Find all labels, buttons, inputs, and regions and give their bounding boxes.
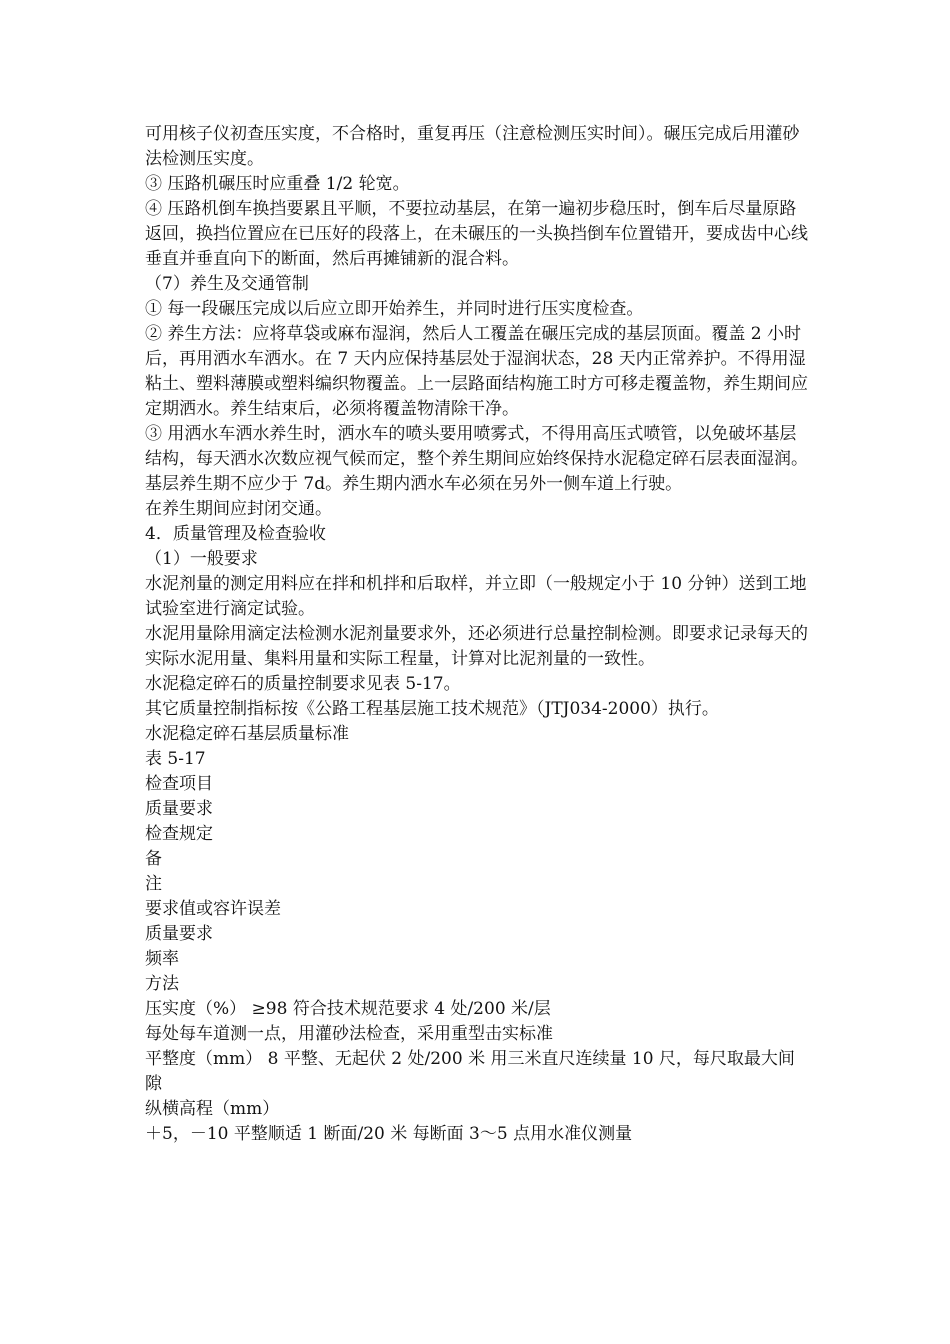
table-header-cell: 质量要求 xyxy=(145,924,213,944)
paragraph: 其它质量控制指标按《公路工程基层施工技术规范》（JTJ034-2000）执行。 xyxy=(145,699,719,719)
paragraph: ④ 压路机倒车换挡要累且平顺，不要拉动基层，在第一遍初步稳压时，倒车后尽量原路返回，换挡位置应在已压好的段落上，在未碾压的一头换挡倒车位置错开，要成齿中心线垂直并垂直向下的断面，然后再摊铺新的混合料。 xyxy=(145,199,808,269)
table-title: 水泥稳定碎石基层质量标准 xyxy=(145,724,349,744)
table-header-cell: 检查项目 xyxy=(145,774,213,794)
paragraph: 水泥稳定碎石的质量控制要求见表 5-17。 xyxy=(145,674,461,694)
table-row: ＋5，－10 平整顺适 1 断面/20 米 每断面 3～5 点用水准仪测量 xyxy=(145,1124,633,1144)
paragraph: ③ 压路机碾压时应重叠 1/2 轮宽。 xyxy=(145,174,410,194)
table-row: 平整度（mm） 8 平整、无起伏 2 处/200 米 用三米直尺连续量 10 尺，每尺取最大间隙 xyxy=(145,1049,795,1094)
paragraph: ③ 用洒水车洒水养生时，洒水车的喷头要用喷雾式，不得用高压式喷管，以免破坏基层结构，每天洒水次数应视气候而定，整个养生期间应始终保持水泥稳定碎石层表面湿润。 xyxy=(145,424,808,469)
table-row: 每处每车道测一点，用灌砂法检查，采用重型击实标准 xyxy=(145,1024,553,1044)
table-header-cell: 频率 xyxy=(145,949,179,969)
paragraph: 在养生期间应封闭交通。 xyxy=(145,499,332,519)
table-header-cell: 注 xyxy=(145,874,162,894)
paragraph: 水泥剂量的测定用料应在拌和机拌和后取样，并立即（一般规定小于 10 分钟）送到工地试验室进行滴定试验。 xyxy=(145,574,807,619)
table-row: 压实度（%） ≥98 符合技术规范要求 4 处/200 米/层 xyxy=(145,999,551,1019)
paragraph: 水泥用量除用滴定法检测水泥剂量要求外，还必须进行总量控制检测。即要求记录每天的实际水泥用量、集料用量和实际工程量，计算对比泥剂量的一致性。 xyxy=(145,624,808,669)
document-body xyxy=(145,122,810,1147)
section-heading: （7）养生及交通管制 xyxy=(145,274,309,294)
table-header-cell: 备 xyxy=(145,849,162,869)
paragraph: ① 每一段碾压完成以后应立即开始养生，并同时进行压实度检查。 xyxy=(145,299,644,319)
table-header-cell: 质量要求 xyxy=(145,799,213,819)
section-heading: 4．质量管理及检查验收 xyxy=(145,524,326,544)
table-header-cell: 要求值或容许误差 xyxy=(145,899,281,919)
table-row: 纵横高程（mm） xyxy=(145,1099,280,1119)
paragraph: 基层养生期不应少于 7d。养生期内洒水车必须在另外一侧车道上行驶。 xyxy=(145,474,683,494)
table-header-cell: 方法 xyxy=(145,974,179,994)
paragraph: 可用核子仪初查压实度，不合格时，重复再压（注意检测压实时间）。碾压完成后用灌砂法检测压实度。 xyxy=(145,124,800,169)
paragraph: ② 养生方法：应将草袋或麻布湿润，然后人工覆盖在碾压完成的基层顶面。覆盖 2 小时后，再用洒水车洒水。在 7 天内应保持基层处于湿润状态，28 天内正常养护。不得用湿粘土、塑料薄膜或塑料编织物覆盖。上一层路面结构施工时方可移走覆盖物，养生期间应定期洒水。养生结束后，必须将覆盖物清除干净。 xyxy=(145,324,808,419)
section-heading: （1）一般要求 xyxy=(145,549,258,569)
table-header-cell: 检查规定 xyxy=(145,824,213,844)
table-number: 表 5-17 xyxy=(145,749,206,769)
